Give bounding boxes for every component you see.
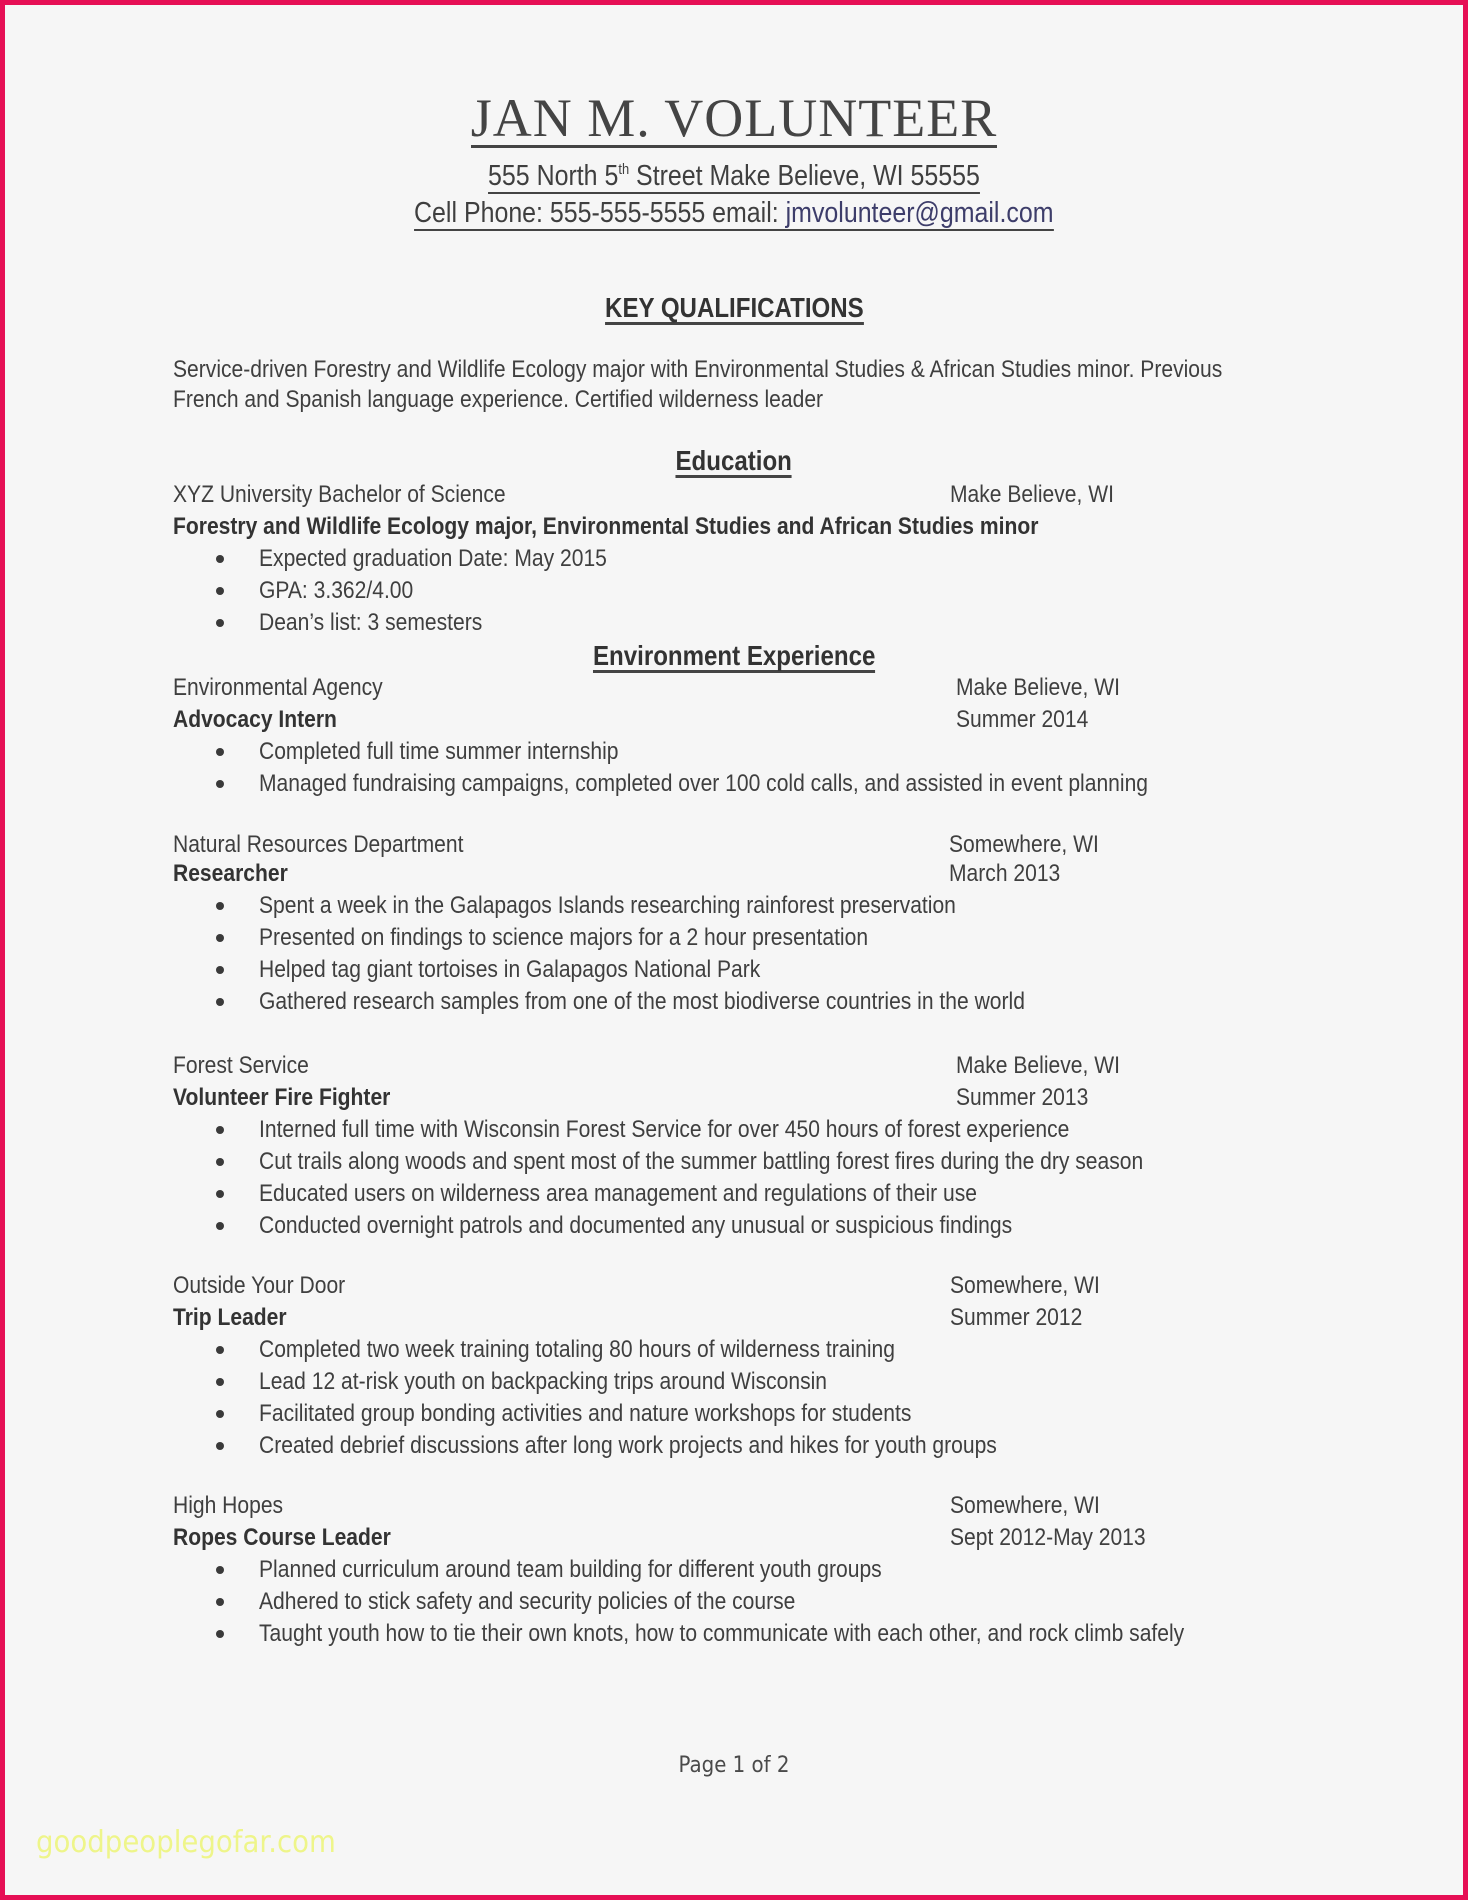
job-title: Ropes Course Leader — [173, 1524, 391, 1551]
education-school: XYZ University Bachelor of Science — [173, 481, 506, 508]
job-location: Somewhere, WI — [950, 1492, 1100, 1519]
job-bullet: Created debrief discussions after long work projects and hikes for youth groups — [259, 1432, 997, 1459]
job-bullet: Cut trails along woods and spent most of the summer battling forest fires during the dry season — [259, 1148, 1144, 1175]
candidate-name-text: JAN M. VOLUNTEER — [470, 88, 998, 148]
job-title: Advocacy Intern — [173, 706, 337, 733]
job-bullet: Lead 12 at-risk youth on backpacking trips around Wisconsin — [259, 1368, 828, 1395]
page-number: Page 1 of 2 — [678, 1753, 790, 1778]
bullet-icon — [216, 902, 224, 910]
job-bullet: Spent a week in the Galapagos Islands researching rainforest preservation — [259, 892, 956, 919]
watermark-text: goodpeoplegofar.com — [36, 1825, 336, 1860]
job-bullet: Facilitated group bonding activities and nature workshops for students — [259, 1400, 912, 1427]
job-bullet: Conducted overnight patrols and documented any unusual or suspicious findings — [259, 1212, 1013, 1239]
job-title: Volunteer Fire Fighter — [173, 1084, 391, 1111]
bullet-icon — [216, 1190, 224, 1198]
bullet-icon — [216, 748, 224, 756]
job-organization: Environmental Agency — [173, 674, 383, 701]
key-qualifications-heading-text: KEY QUALIFICATIONS — [604, 292, 864, 323]
bullet-icon — [216, 1598, 224, 1606]
bullet-icon — [216, 1222, 224, 1230]
contact-prefix: Cell Phone: 555-555-5555 email: — [414, 197, 786, 229]
education-location: Make Believe, WI — [950, 481, 1114, 508]
bullet-icon — [216, 1566, 224, 1574]
job-bullet: Planned curriculum around team building for different youth groups — [259, 1556, 882, 1583]
job-bullet: Interned full time with Wisconsin Forest Service for over 450 hours of forest experience — [259, 1116, 1070, 1143]
job-organization: High Hopes — [173, 1492, 284, 1519]
bullet-icon — [216, 587, 224, 595]
qualifications-line-1: Service-driven Forestry and Wildlife Ecology major with Environmental Studies & African Studies minor. Previous — [173, 356, 1223, 383]
bullet-icon — [216, 1158, 224, 1166]
job-organization: Outside Your Door — [173, 1272, 346, 1299]
job-location: Make Believe, WI — [956, 1052, 1120, 1079]
address-prefix: 555 North 5 — [488, 160, 619, 192]
job-bullet: Gathered research samples from one of the most biodiverse countries in the world — [259, 988, 1025, 1015]
bullet-icon — [216, 966, 224, 974]
job-date: March 2013 — [949, 860, 1061, 887]
job-date: Summer 2012 — [950, 1304, 1083, 1331]
job-bullet: Taught youth how to tie their own knots, how to communicate with each other, and rock climb safely — [259, 1620, 1185, 1647]
education-bullet: Dean’s list: 3 semesters — [259, 609, 483, 636]
education-major: Forestry and Wildlife Ecology major, Environmental Studies and African Studies minor — [173, 513, 1039, 540]
job-bullet: Managed fundraising campaigns, completed over 100 cold calls, and assisted in event planning — [259, 770, 1149, 797]
bullet-icon — [216, 1346, 224, 1354]
qualifications-line-2: French and Spanish language experience. Certified wilderness leader — [173, 386, 824, 413]
education-heading — [0, 447, 1468, 478]
key-qualifications-heading — [0, 294, 1468, 325]
job-location: Somewhere, WI — [949, 831, 1099, 858]
job-date: Summer 2014 — [956, 706, 1089, 733]
address-superscript: th — [618, 161, 630, 178]
job-organization: Natural Resources Department — [173, 831, 464, 858]
job-bullet: Completed two week training totaling 80 hours of wilderness training — [259, 1336, 895, 1363]
job-organization: Forest Service — [173, 1052, 309, 1079]
job-bullet: Completed full time summer internship — [259, 738, 619, 765]
email-link[interactable]: jmvolunteer@gmail.com — [785, 197, 1054, 229]
bullet-icon — [216, 619, 224, 627]
bullet-icon — [216, 780, 224, 788]
job-location: Make Believe, WI — [956, 674, 1120, 701]
bullet-icon — [216, 555, 224, 563]
bullet-icon — [216, 1442, 224, 1450]
candidate-name — [0, 88, 1468, 148]
bullet-icon — [216, 1126, 224, 1134]
experience-heading — [0, 642, 1468, 673]
job-bullet: Helped tag giant tortoises in Galapagos National Park — [259, 956, 761, 983]
job-title: Researcher — [173, 860, 288, 887]
job-date: Sept 2012-May 2013 — [950, 1524, 1146, 1551]
address-text — [488, 162, 980, 194]
address-line — [0, 162, 1468, 194]
contact-line — [0, 199, 1468, 231]
contact-text — [414, 199, 1053, 231]
education-bullet: Expected graduation Date: May 2015 — [259, 545, 607, 572]
bullet-icon — [216, 1630, 224, 1638]
bullet-icon — [216, 934, 224, 942]
job-location: Somewhere, WI — [950, 1272, 1100, 1299]
job-bullet: Adhered to stick safety and security policies of the course — [259, 1588, 796, 1615]
job-bullet: Educated users on wilderness area management and regulations of their use — [259, 1180, 977, 1207]
job-title: Trip Leader — [173, 1304, 287, 1331]
job-bullet: Presented on findings to science majors for a 2 hour presentation — [259, 924, 869, 951]
bullet-icon — [216, 998, 224, 1006]
experience-heading-text: Environment Experience — [592, 640, 876, 671]
bullet-icon — [216, 1378, 224, 1386]
job-date: Summer 2013 — [956, 1084, 1089, 1111]
education-heading-text: Education — [675, 445, 793, 476]
bullet-icon — [216, 1410, 224, 1418]
education-bullet: GPA: 3.362/4.00 — [259, 577, 414, 604]
address-suffix: Street Make Believe, WI 55555 — [629, 160, 980, 192]
